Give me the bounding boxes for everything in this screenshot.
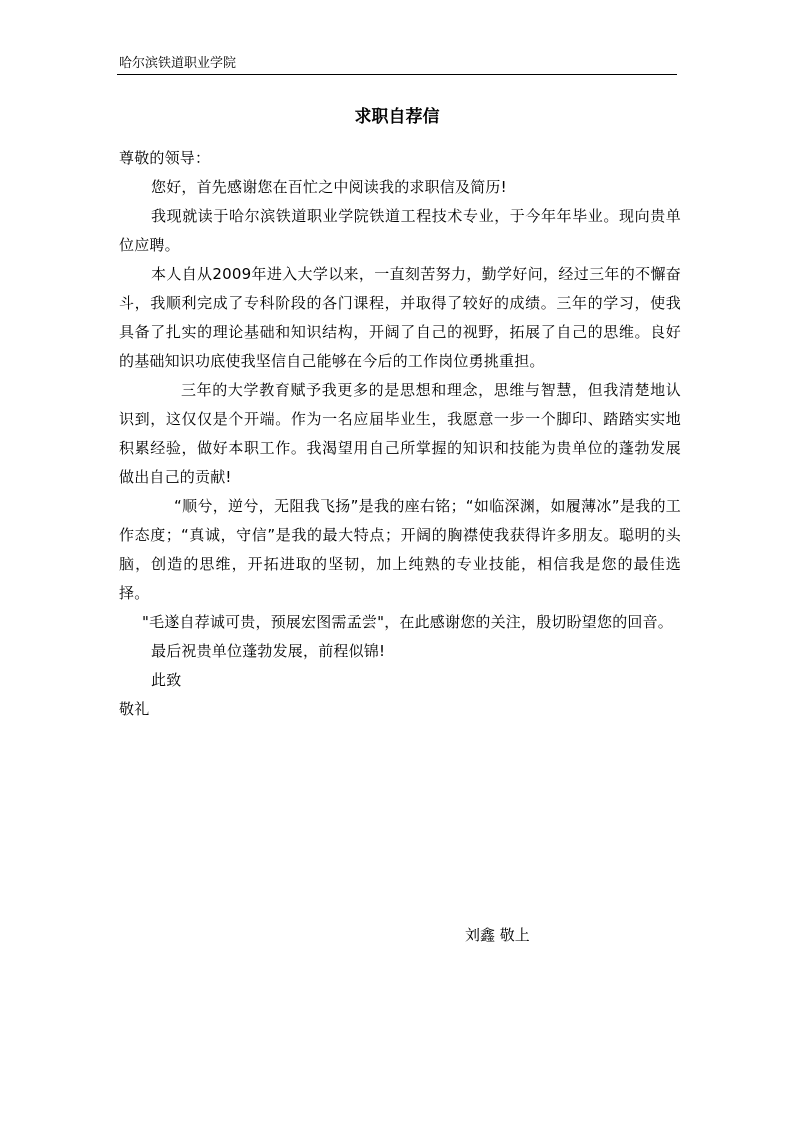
letter-closing-salute: 敬礼	[119, 700, 150, 718]
letter-paragraph: 本人自从2009年进入大学以来，一直刻苦努力，勤学好问，经过三年的不懈奋斗，我顺利完成了专科阶段的各门课程，并取得了较好的成绩。三年的学习，使我具备了扎实的理论基础和知识结构，开阔了自己的视野，拓展了自己的思维。良好的基础知识功底使我坚信自己能够在今后的工作岗位勇挑重担。	[119, 265, 681, 370]
letter-title: 求职自荐信	[354, 107, 440, 127]
letter-paragraph: 三年的大学教育赋予我更多的是思想和理念，思维与智慧，但我清楚地认识到，这仅仅是个开端。作为一名应届毕业生，我愿意一步一个脚印、踏踏实实地积累经验，做好本职工作。我渴望用自己所掌握的知识和技能为贵单位的蓬勃发展做出自己的贡献!	[119, 381, 681, 486]
letter-paragraph: 我现就读于哈尔滨铁道职业学院铁道工程技术专业，于今年年毕业。现向贵单位应聘。	[119, 207, 681, 254]
letter-closing-regards: 此致	[151, 671, 182, 689]
document-header-school: 哈尔滨铁道职业学院	[119, 56, 237, 71]
letter-salutation: 尊敬的领导：	[119, 149, 211, 167]
letter-paragraph: "毛遂自荐诚可贵，预展宏图需孟尝"，在此感谢您的关注，殷切盼望您的回音。	[142, 613, 674, 631]
letter-signature: 刘鑫 敬上	[465, 926, 530, 944]
letter-paragraph: 您好，首先感谢您在百忙之中阅读我的求职信及简历!	[151, 178, 507, 196]
letter-paragraph: 最后祝贵单位蓬勃发展，前程似锦!	[151, 642, 386, 660]
letter-body	[119, 144, 681, 724]
header-divider	[117, 74, 677, 75]
letter-paragraph: “顺兮，逆兮，无阻我飞扬”是我的座右铭；“如临深渊，如履薄冰”是我的工作态度；“真诚，守信”是我的最大特点；开阔的胸襟使我获得许多朋友。聪明的头脑，创造的思维，开拓进取的坚韧，加上纯熟的专业技能，相信我是您的最佳选择。	[119, 497, 681, 602]
